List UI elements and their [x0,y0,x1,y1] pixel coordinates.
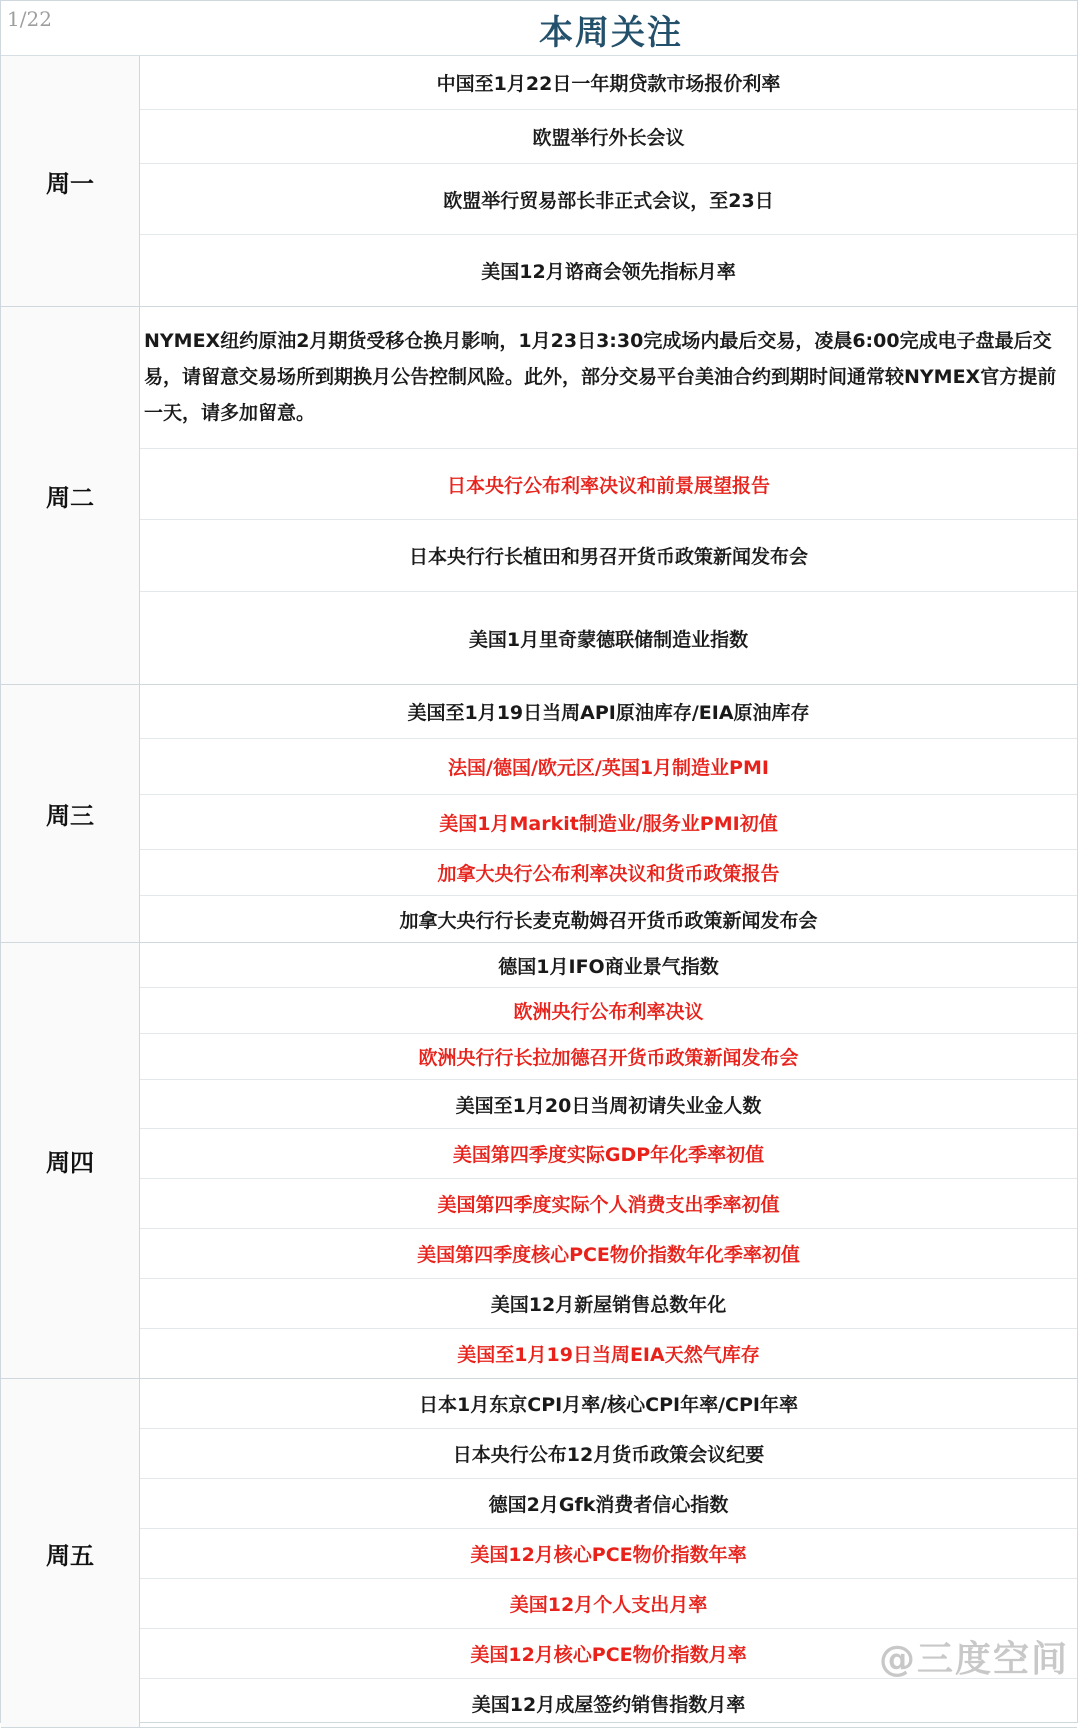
day-section [1,307,1077,685]
event-row-highlight: 美国第四季度核心PCE物价指数年化季率初值 [140,1229,1077,1279]
event-row-highlight: 美国第四季度实际个人消费支出季率初值 [140,1179,1077,1229]
event-row: 欧盟举行贸易部长非正式会议，至23日 [140,164,1077,235]
day-label: 周五 [1,1379,140,1727]
event-row-highlight: 美国至1月19日当周EIA天然气库存 [457,1344,760,1366]
event-list [140,307,1077,684]
event-row: 美国至1月20日当周初请失业金人数 [140,1080,1077,1129]
event-row: 美国12月谘商会领先指标月率 [481,261,736,283]
event-list [140,943,1077,1378]
event-row-highlight: 欧洲央行行长拉加德召开货币政策新闻发布会 [140,1034,1077,1080]
page-title: 本周关注 [539,13,683,53]
event-list [140,56,1077,306]
page-number: 1/22 [7,7,52,31]
event-row-highlight: 美国第四季度实际GDP年化季率初值 [140,1129,1077,1179]
header [1,1,1077,56]
event-row: 美国1月里奇蒙德联储制造业指数 [468,628,749,651]
week-schedule [1,56,1077,1728]
event-row: 日本央行公布12月货币政策会议纪要 [140,1429,1077,1479]
event-row: 日本1月东京CPI月率/核心CPI年率/CPI年率 [140,1379,1077,1429]
day-label: 周二 [1,307,140,684]
event-row: NYMEX纽约原油2月期货受移仓换月影响，1月23日3:30完成场内最后交易，凌晨6:00完成电子盘最后交易，请留意交易场所到期换月公告控制风险。此外，部分交易平台美油合约到期时间通常较NYMEX官方提前一天，请多加留意。 [140,307,1077,449]
watermark: @三度空间 [878,1639,1069,1680]
day-section [1,56,1077,307]
event-row: 美国至1月19日当周API原油库存/EIA原油库存 [140,685,1077,739]
event-row-highlight: 加拿大央行公布利率决议和货币政策报告 [140,850,1077,896]
event-row-highlight: 日本央行公布利率决议和前景展望报告 [140,449,1077,520]
event-row: 日本央行行长植田和男召开货币政策新闻发布会 [140,520,1077,592]
event-row: 欧盟举行外长会议 [140,110,1077,164]
event-row-highlight: 美国12月核心PCE物价指数年率 [140,1529,1077,1579]
day-label: 周四 [1,943,140,1378]
event-row-highlight: 法国/德国/欧元区/英国1月制造业PMI [140,739,1077,795]
event-row-highlight: 欧洲央行公布利率决议 [140,988,1077,1034]
day-label: 周一 [1,56,140,306]
event-row-highlight: 美国12月核心PCE物价指数月率 [140,1629,1077,1679]
day-section [1,943,1077,1379]
day-label: 周三 [1,685,140,942]
event-row: 德国1月IFO商业景气指数 [140,943,1077,988]
event-row: 中国至1月22日一年期贷款市场报价利率 [140,56,1077,110]
event-row-highlight: 美国12月个人支出月率 [140,1579,1077,1629]
event-row: 德国2月Gfk消费者信心指数 [140,1479,1077,1529]
event-row: 美国12月新屋销售总数年化 [140,1279,1077,1329]
event-row: 美国12月成屋签约销售指数月率 [471,1693,746,1716]
day-section [1,685,1077,943]
event-list [140,685,1077,942]
event-row: 加拿大央行行长麦克勒姆召开货币政策新闻发布会 [399,909,818,932]
event-row-highlight: 美国1月Markit制造业/服务业PMI初值 [140,795,1077,850]
